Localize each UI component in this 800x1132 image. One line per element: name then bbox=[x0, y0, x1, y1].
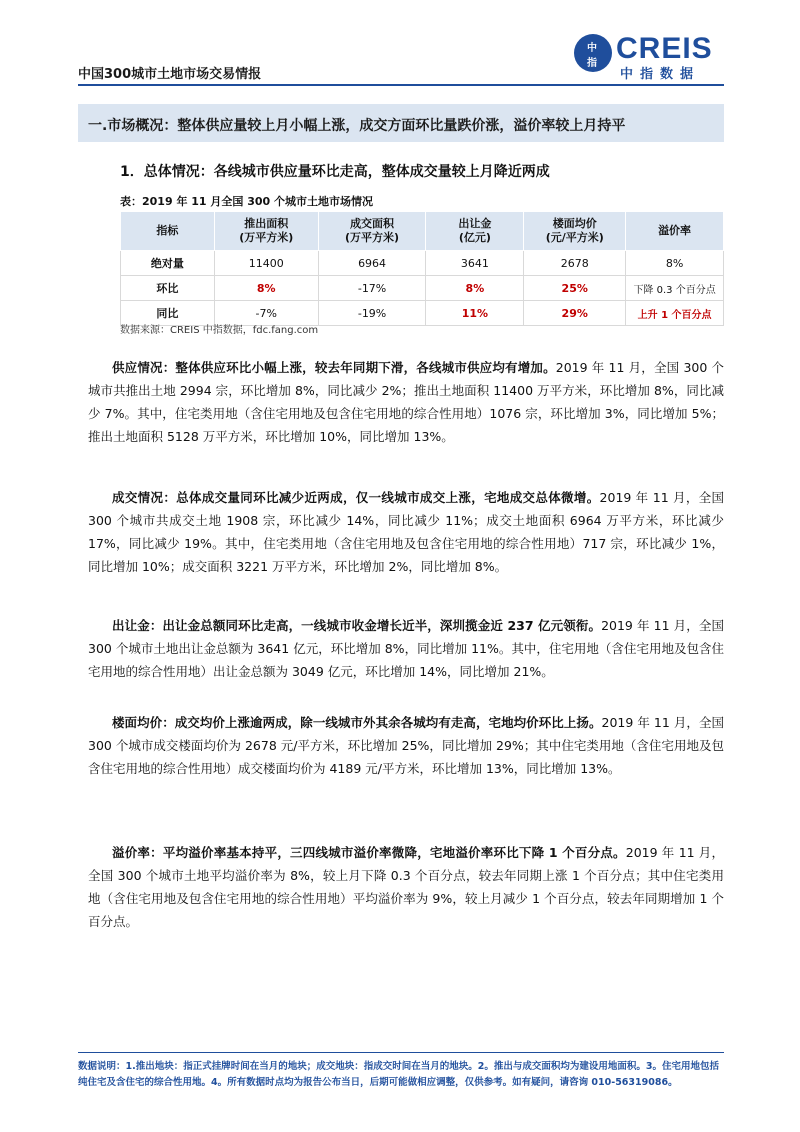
footer-note: 数据说明：1.推出地块：指正式挂牌时间在当月的地块；成交地块：指成交时间在当月的地块。2。推出与成交面积均为建设用地面积。3。住宅用地包括纯住宅及含住宅的综合性用地。4。所有数据时点均为报告公布当日，后期可能做相应调整，仅供参考。如有疑问，请咨询 010-56319086。 bbox=[78, 1061, 719, 1088]
paragraph-body: 2019 年 11 月，全国 300 个城市土地平均溢价率为 8%，较上月下降 0.3 个百分点，较去年同期上涨 1 个百分点；其中住宅类用地（含住宅用地及包含住宅用地的综合性用地）平均溢价率为 9%，较上月减少 1 个百分点，较去年同期增加 1 个百分点。 bbox=[88, 845, 725, 929]
table-caption: 表：2019 年 11 月全国 300 个城市土地市场情况 bbox=[120, 195, 374, 208]
paragraph-body: 2019 年 11 月，全国 300 个城市共推出土地 2994 宗，环比增加 8%，同比减少 2%；推出土地面积 11400 万平方米，环比增加 8%，同比减少 7%。其中，住宅类用地（含住宅用地及包含住宅用地的综合性用地）1076 宗，环比增加 3%，同比增加 5%；推出土地面积 5128 万平方米，环比增加 10%，同比增加 13%。 bbox=[88, 360, 724, 444]
table-cell: -7% bbox=[214, 301, 318, 326]
paragraph-supply bbox=[88, 356, 724, 448]
table-header-cell: 溢价率 bbox=[626, 212, 724, 251]
table-cell: 2678 bbox=[524, 251, 626, 276]
table-cell: 8% bbox=[426, 276, 524, 301]
logo-mark-icon bbox=[574, 34, 612, 72]
logo-word: CREIS bbox=[616, 32, 713, 65]
paragraph-land-revenue bbox=[88, 614, 724, 683]
table-header-cell: 出让金 (亿元) bbox=[426, 212, 524, 251]
paragraph-floor-price bbox=[88, 711, 724, 780]
table-header-cell: 推出面积 (万平方米) bbox=[214, 212, 318, 251]
creis-logo bbox=[574, 34, 724, 86]
table-cell: 25% bbox=[524, 276, 626, 301]
table-header-cell: 楼面均价 (元/平方米) bbox=[524, 212, 626, 251]
table-header-cell: 指标 bbox=[121, 212, 215, 251]
logo-subtitle: 中指数据 bbox=[620, 67, 701, 82]
paragraph-body: 2019 年 11 月，全国 300 个城市共成交土地 1908 宗，环比减少 14%，同比减少 11%；成交土地面积 6964 万平方米，环比减少 17%，同比减少 19%。其中，住宅类用地（含住宅用地及包含住宅用地的综合性用地）717 宗，环比减少 1%，同比增加 10%；成交面积 3221 万平方米，环比增加 2%，同比增加 8%。 bbox=[88, 490, 724, 574]
table-row bbox=[121, 276, 724, 301]
table-source: 数据来源：CREIS 中指数据，fdc.fang.com bbox=[120, 325, 319, 336]
table-cell: 29% bbox=[524, 301, 626, 326]
table-cell: 6964 bbox=[318, 251, 426, 276]
table-cell: 下降 0.3 个百分点 bbox=[626, 276, 724, 301]
logo-mark-top: 中 bbox=[587, 43, 597, 54]
paragraph-lead: 供应情况：整体供应环比小幅上涨，较去年同期下滑，各线城市供应均有增加。 bbox=[112, 360, 556, 375]
paragraph-transactions bbox=[88, 486, 724, 578]
paragraph-body: 2019 年 11 月，全国 300 个城市成交楼面均价为 2678 元/平方米，环比增加 25%，同比增加 29%；其中住宅类用地（含住宅用地及包含住宅用地的综合性用地）成交楼面均价为 4189 元/平方米，环比增加 13%，同比增加 13%。 bbox=[88, 715, 724, 776]
table-header-row bbox=[121, 212, 724, 251]
table-cell: 3641 bbox=[426, 251, 524, 276]
table-cell: 11400 bbox=[214, 251, 318, 276]
table-cell: 8% bbox=[214, 276, 318, 301]
subsection-title: 1．总体情况：各线城市供应量环比走高，整体成交量较上月降近两成 bbox=[120, 164, 550, 180]
table-cell: 8% bbox=[626, 251, 724, 276]
table-row bbox=[121, 251, 724, 276]
logo-mark-bottom: 指 bbox=[587, 58, 597, 69]
row-label: 同比 bbox=[121, 301, 215, 326]
section-title: 一.市场概况：整体供应量较上月小幅上涨，成交方面环比量跌价涨，溢价率较上月持平 bbox=[78, 104, 724, 142]
paragraph-lead: 成交情况：总体成交量同环比减少近两成，仅一线城市成交上涨，宅地成交总体微增。 bbox=[112, 490, 600, 505]
paragraph-lead: 出让金：出让金总额同环比走高，一线城市收金增长近半，深圳揽金近 237 亿元领衔。 bbox=[112, 618, 602, 633]
row-label: 绝对量 bbox=[121, 251, 215, 276]
table-cell: -17% bbox=[318, 276, 426, 301]
header-divider bbox=[78, 84, 724, 86]
footer-divider bbox=[78, 1052, 724, 1053]
table-header-cell: 成交面积 (万平方米) bbox=[318, 212, 426, 251]
table-cell: 11% bbox=[426, 301, 524, 326]
table-cell: 上升 1 个百分点 bbox=[626, 301, 724, 326]
table-cell: -19% bbox=[318, 301, 426, 326]
paragraph-lead: 溢价率：平均溢价率基本持平，三四线城市溢价率微降，宅地溢价率环比下降 1 个百分点。 bbox=[112, 845, 626, 860]
paragraph-premium-rate bbox=[88, 841, 724, 933]
market-summary-table bbox=[120, 211, 724, 326]
paragraph-lead: 楼面均价：成交均价上涨逾两成，除一线城市外其余各城均有走高，宅地均价环比上扬。 bbox=[112, 715, 602, 730]
report-header-title: 中国300城市土地市场交易情报 bbox=[78, 67, 262, 82]
row-label: 环比 bbox=[121, 276, 215, 301]
paragraph-body: 2019 年 11 月，全国 300 个城市土地出让金总额为 3641 亿元，环比增加 8%，同比增加 11%。其中，住宅用地（含住宅用地及包含住宅用地的综合性用地）出让金总额为 3049 亿元，环比增加 14%，同比增加 21%。 bbox=[88, 618, 724, 679]
